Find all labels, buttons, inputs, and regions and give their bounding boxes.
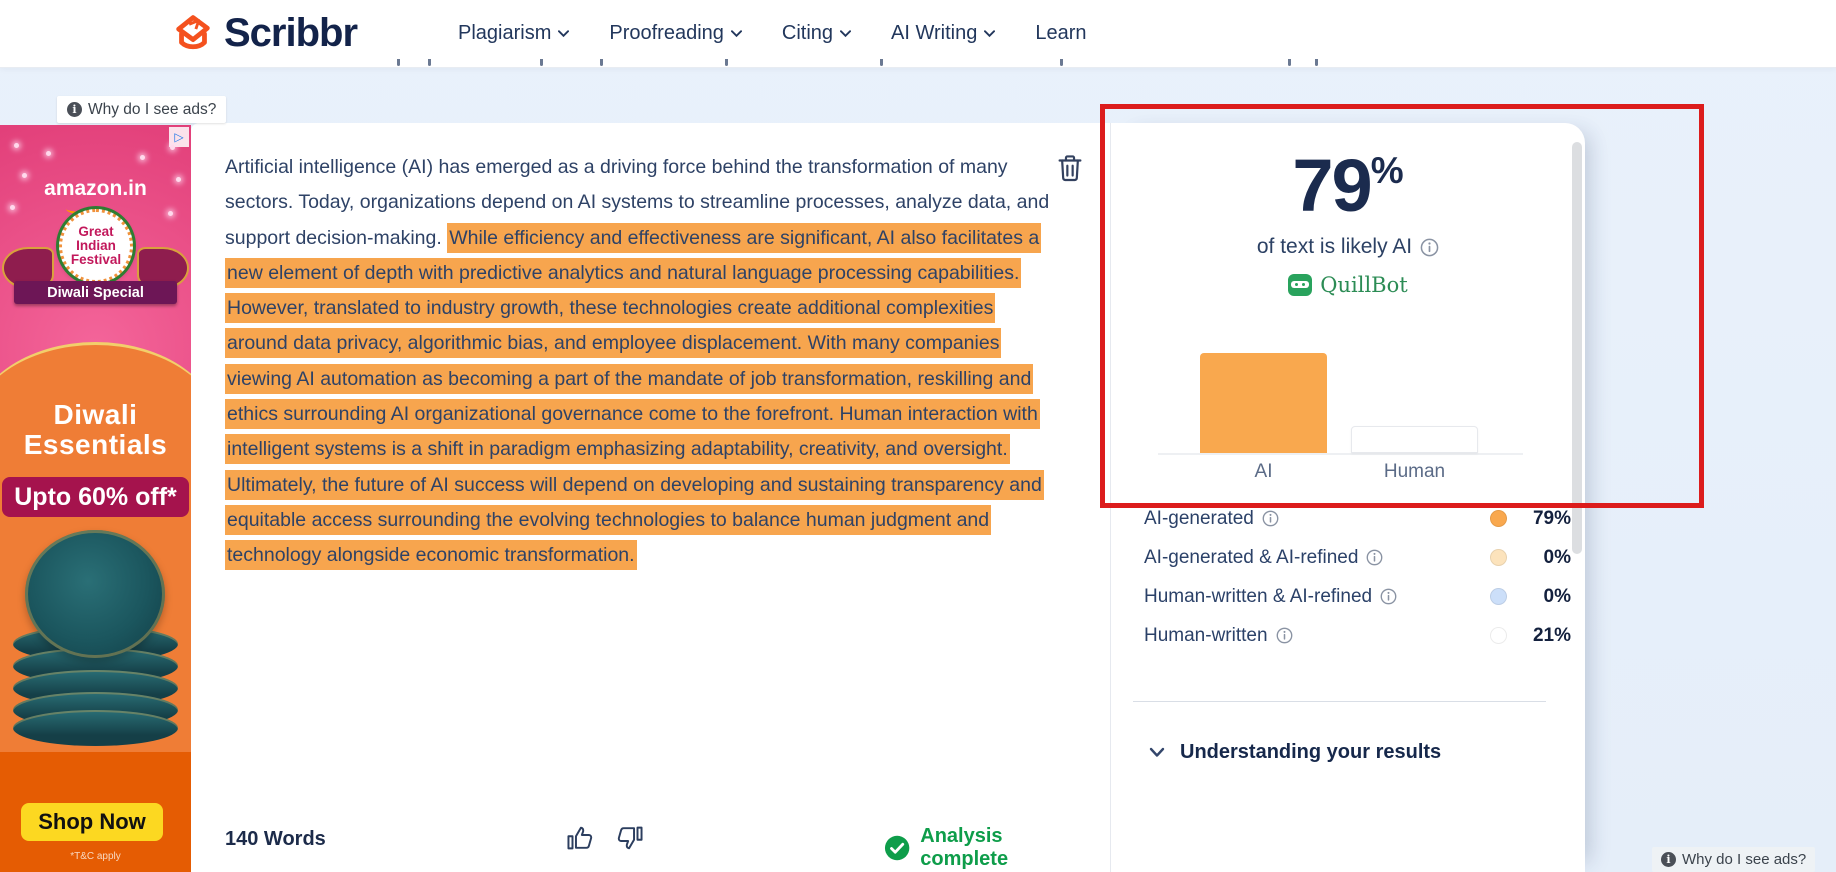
bar-label-human: Human (1383, 461, 1446, 482)
ad-footer-section (0, 752, 191, 872)
diwali-special-ribbon: Diwali Special (14, 281, 177, 304)
plates-product-image (0, 530, 191, 745)
understanding-results-label: Understanding your results (1180, 741, 1442, 763)
nav-item-learn[interactable] (1035, 22, 1086, 45)
breakdown-value: 0% (1543, 585, 1571, 607)
nav-item-label: Plagiarism (458, 22, 552, 44)
chevron-down-icon (558, 28, 569, 39)
nav-menu (458, 0, 1087, 67)
quillbot-wordmark: QuillBot (1320, 273, 1408, 297)
why-ads-badge-bottom[interactable] (1652, 847, 1815, 872)
delete-text-icon[interactable] (1056, 153, 1084, 183)
legend-dot (1490, 510, 1507, 527)
ad-headline: Diwali Essentials (23, 399, 168, 460)
ai-score-number: 79 (1292, 144, 1371, 227)
badge-line: Festival (70, 252, 122, 267)
legend-dot (1490, 627, 1507, 644)
ai-score-percent-sign: % (1370, 150, 1404, 191)
chevron-down-icon (840, 28, 851, 39)
section-divider (1133, 701, 1546, 702)
scribbr-logo[interactable] (170, 9, 357, 58)
info-icon: i (1661, 852, 1676, 867)
breakdown-row (1144, 499, 1571, 538)
ad-terms: *T&C apply (70, 851, 121, 862)
badge-line: Great (78, 224, 114, 239)
why-ads-label: Why do I see ads? (88, 100, 217, 118)
why-ads-badge-top[interactable] (57, 96, 226, 123)
breakdown-label: AI-generated (1144, 507, 1254, 529)
score-caption: of text is likely AI (1256, 235, 1413, 258)
breakdown-row (1144, 616, 1571, 655)
thumbs-up-button[interactable] (565, 823, 595, 853)
nav-item-label: AI Writing (891, 22, 978, 44)
chevron-down-icon (984, 28, 995, 39)
top-navigation (0, 0, 1836, 67)
bar-label-ai: AI (1254, 461, 1273, 482)
legend-dot (1490, 588, 1507, 605)
breakdown-row (1144, 577, 1571, 616)
great-indian-festival-badge (59, 209, 133, 283)
scribbr-logo-icon (170, 9, 216, 58)
nav-item-label: Learn (1035, 22, 1087, 44)
document-card (191, 123, 1110, 872)
understanding-results-toggle[interactable] (1149, 741, 1441, 764)
breakdown-label: AI-generated & AI-refined (1144, 546, 1359, 568)
ai-detector-results-card (1110, 123, 1585, 872)
results-scrollbar[interactable] (1572, 142, 1582, 554)
document-text-ai-highlight: While efficiency and effectiveness are significant, AI also facilitates a new element of depth with predictive analytics and natural language processing capabilities. However, translated to industry growth, these technologies create additional complexities around data privacy, algorithmic bias, and employee displacement. With many companies viewing AI automation as becoming a part of the mandate of job transformation, reskilling and ethics surrounding AI organizational governance come to the forefront. Human interaction with intelligent systems is a shift in paradigm emphasizing adaptability, creativity, and oversight. Ultimately, the future of AI success will depend on developing and sustaining transparency and equitable access surrounding the evolving technologies to balance human judgment and technology alongside economic transformation. (225, 223, 1044, 571)
breakdown-value: 21% (1532, 624, 1571, 646)
score-caption-row (1111, 235, 1585, 259)
breakdown-row (1144, 538, 1571, 577)
word-count: 140 Words (225, 828, 326, 850)
breakdown-label: Human-written & AI-refined (1144, 585, 1373, 607)
document-text-normal: Artificial intelligence (AI) has emerged as a driving force behind the transformation of many sectors. Today, organizations depend on AI systems to streamline processes, analyze data, and support decision-making. (225, 156, 1050, 249)
amazon-diwali-ad[interactable] (0, 125, 191, 872)
nav-item-proofreading[interactable] (609, 22, 742, 45)
analysis-status (884, 825, 1085, 871)
chevron-down-icon (731, 28, 742, 39)
ai-human-bar-chart (1111, 333, 1585, 493)
info-icon[interactable] (1262, 510, 1279, 527)
quillbot-robot-icon (1288, 274, 1312, 296)
info-icon: i (67, 102, 82, 117)
breakdown-value: 0% (1543, 546, 1571, 568)
info-icon[interactable] (1380, 588, 1397, 605)
document-text-area[interactable] (225, 150, 1055, 574)
shop-now-button[interactable]: Shop Now (21, 803, 163, 841)
breakdown-value: 79% (1532, 507, 1571, 529)
ai-score (1111, 143, 1585, 228)
chevron-down-icon (1149, 747, 1165, 758)
check-circle-icon (884, 834, 910, 862)
nav-item-label: Proofreading (609, 22, 724, 44)
info-icon[interactable] (1276, 627, 1293, 644)
chart-baseline (1158, 453, 1523, 455)
quillbot-attribution[interactable] (1111, 273, 1585, 297)
bar-human (1351, 426, 1478, 453)
why-ads-label: Why do I see ads? (1682, 851, 1807, 868)
scribbr-logo-text: Scribbr (224, 11, 358, 55)
ad-offer-band: Upto 60% off* (2, 477, 189, 517)
legend-dot (1490, 549, 1507, 566)
badge-line: Indian (76, 238, 116, 253)
nav-item-label: Citing (781, 22, 834, 44)
info-icon[interactable] (1366, 549, 1383, 566)
nav-item-ai-writing[interactable] (891, 22, 995, 45)
info-icon[interactable] (1420, 238, 1439, 257)
score-breakdown-list (1144, 499, 1571, 655)
document-footer (225, 820, 1085, 870)
amazon-logo: amazon.in (44, 177, 147, 200)
adchoices-icon[interactable]: ▷ (169, 127, 189, 147)
analysis-status-text: Analysis complete (920, 825, 1009, 870)
thumbs-down-button[interactable] (615, 823, 645, 853)
nav-item-citing[interactable] (782, 22, 851, 45)
nav-item-plagiarism[interactable] (458, 22, 569, 45)
bar-ai (1200, 353, 1327, 453)
breakdown-label: Human-written (1144, 624, 1268, 646)
